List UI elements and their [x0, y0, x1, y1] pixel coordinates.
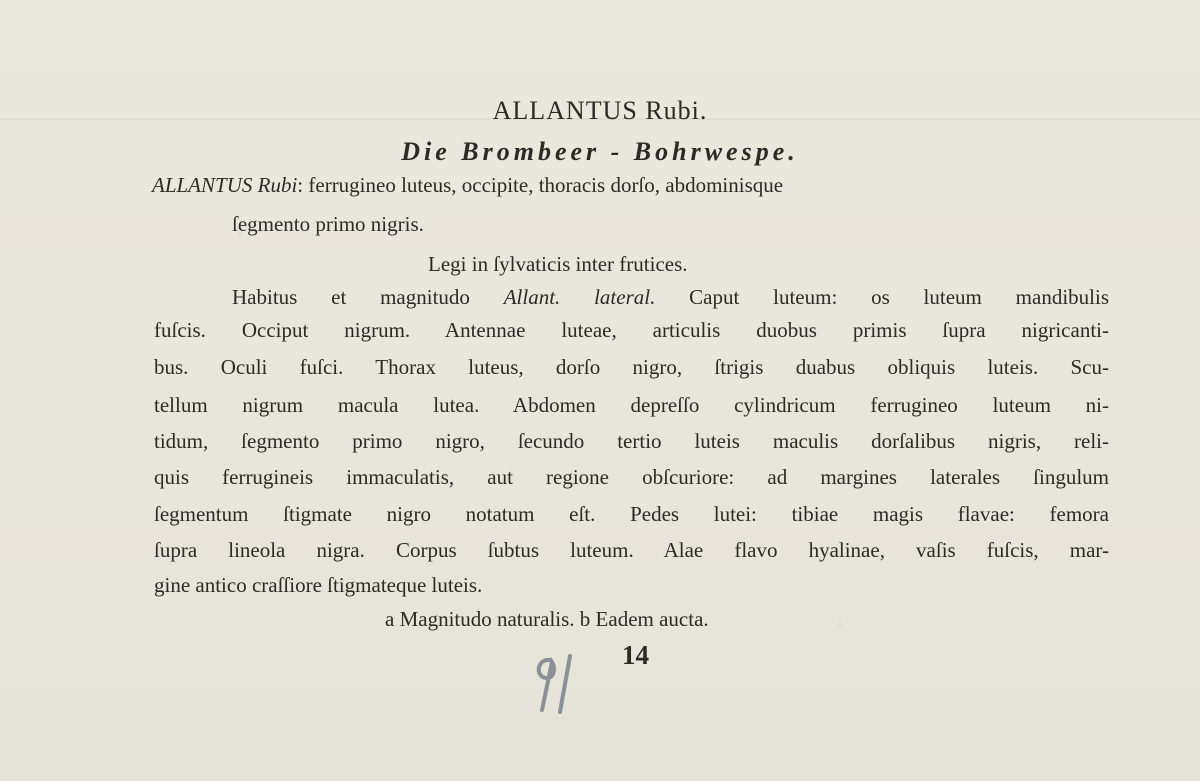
plate-number: 14 [622, 640, 649, 670]
body-line: Habitus et magnitudo Allant. lateral. Caput luteum: os luteum mandibulis [232, 285, 1110, 309]
body-line: tidum, ſegmento primo nigro, ſecundo tertio luteis maculis dorſalibus nigris, reli- [154, 429, 1109, 453]
page-subtitle: Die Brombeer - Bohrwespe. [401, 137, 799, 166]
diagnosis-text: : ferrugineo luteus, occipite, thoracis dorſo, abdominisque [297, 173, 784, 197]
body-line: gine antico craſſiore ſtigmateque luteis. [154, 573, 483, 597]
pencil-annotation [530, 650, 584, 718]
body-line: quis ferrugineis immaculatis, aut regione obſcuriore: ad margines laterales ſingulum [154, 465, 1109, 489]
body-line: tellum nigrum macula lutea. Abdomen depreſſo cylindricum ferrugineo luteum ni- [154, 393, 1109, 417]
body-line: fuſcis. Occiput nigrum. Antennae luteae, articulis duobus primis ſupra nigricanti- [154, 318, 1109, 342]
page-title: ALLANTUS Rubi. [492, 96, 708, 125]
body-line: bus. Oculi fuſci. Thorax luteus, dorſo nigro, ſtrigis duabus obliquis luteis. Scu- [154, 355, 1109, 379]
figure-caption: a Magnitudo naturalis. b Eadem aucta. [385, 607, 709, 631]
reference-species: Allant. lateral. [503, 285, 656, 309]
genus-name: ALLANTUS [152, 173, 253, 197]
body-line: ſegmentum ſtigmate nigro notatum eſt. Pedes lutei: tibiae magis flavae: femora [154, 502, 1109, 526]
species-diagnosis [152, 173, 783, 198]
diagnosis-continuation: ſegmento primo nigris. [232, 212, 424, 236]
body-line: ſupra lineola nigra. Corpus ſubtus luteum. Alae flavo hyalinae, vaſis fuſcis, mar- [154, 538, 1109, 562]
locality-note: Legi in ſylvaticis inter frutices. [428, 252, 688, 276]
species-name: Rubi [257, 173, 298, 197]
